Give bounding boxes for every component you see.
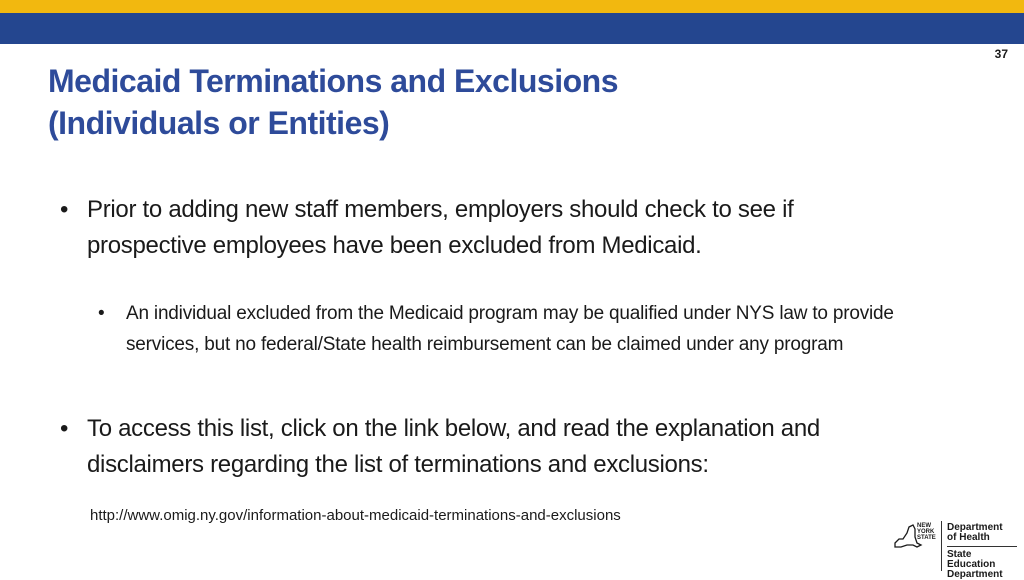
state-word-new: NEW xyxy=(917,523,931,529)
sub-bullet-text: An individual excluded from the Medicaid program may be qualified under NYS law to provide services, but no federal/State health reimbursement can be claimed under any program xyxy=(126,303,894,355)
state-word-state: STATE xyxy=(917,535,936,541)
bullet-item xyxy=(60,192,910,264)
top-blue-band xyxy=(0,13,1024,44)
logo-separator xyxy=(947,546,1017,547)
bullet-item xyxy=(60,411,910,483)
bullet-dot-icon: • xyxy=(60,415,69,442)
slide-title-line1: Medicaid Terminations and Exclusions xyxy=(48,63,618,99)
sed-line2: Department xyxy=(947,569,1003,580)
bullet-text: Prior to adding new staff members, employers should check to see if prospective employees have been excluded from Medicaid. xyxy=(87,196,794,259)
doh-line1: Department xyxy=(947,522,1003,533)
ny-state-wordmark xyxy=(917,523,936,541)
nys-logo xyxy=(893,519,1021,580)
bullet-text: To access this list, click on the link below, and read the explanation and disclaimers regarding the list of terminations and exclusions: xyxy=(87,415,820,478)
slide-title-line2: (Individuals or Entities) xyxy=(48,105,390,141)
sub-bullet-dot-icon: • xyxy=(98,303,105,324)
logo-divider xyxy=(941,521,942,571)
sub-bullet-item xyxy=(98,298,938,360)
state-word-york: YORK xyxy=(917,529,935,535)
top-gold-band xyxy=(0,0,1024,13)
omig-link[interactable]: http://www.omig.ny.gov/information-about-medicaid-terminations-and-exclusions xyxy=(90,507,621,524)
slide-title xyxy=(48,60,748,144)
bullet-dot-icon: • xyxy=(60,196,69,223)
department-of-health-label xyxy=(947,523,1021,543)
sed-line1: State Education xyxy=(947,549,996,570)
slide-number: 37 xyxy=(994,47,1008,61)
doh-line2: of Health xyxy=(947,532,990,543)
